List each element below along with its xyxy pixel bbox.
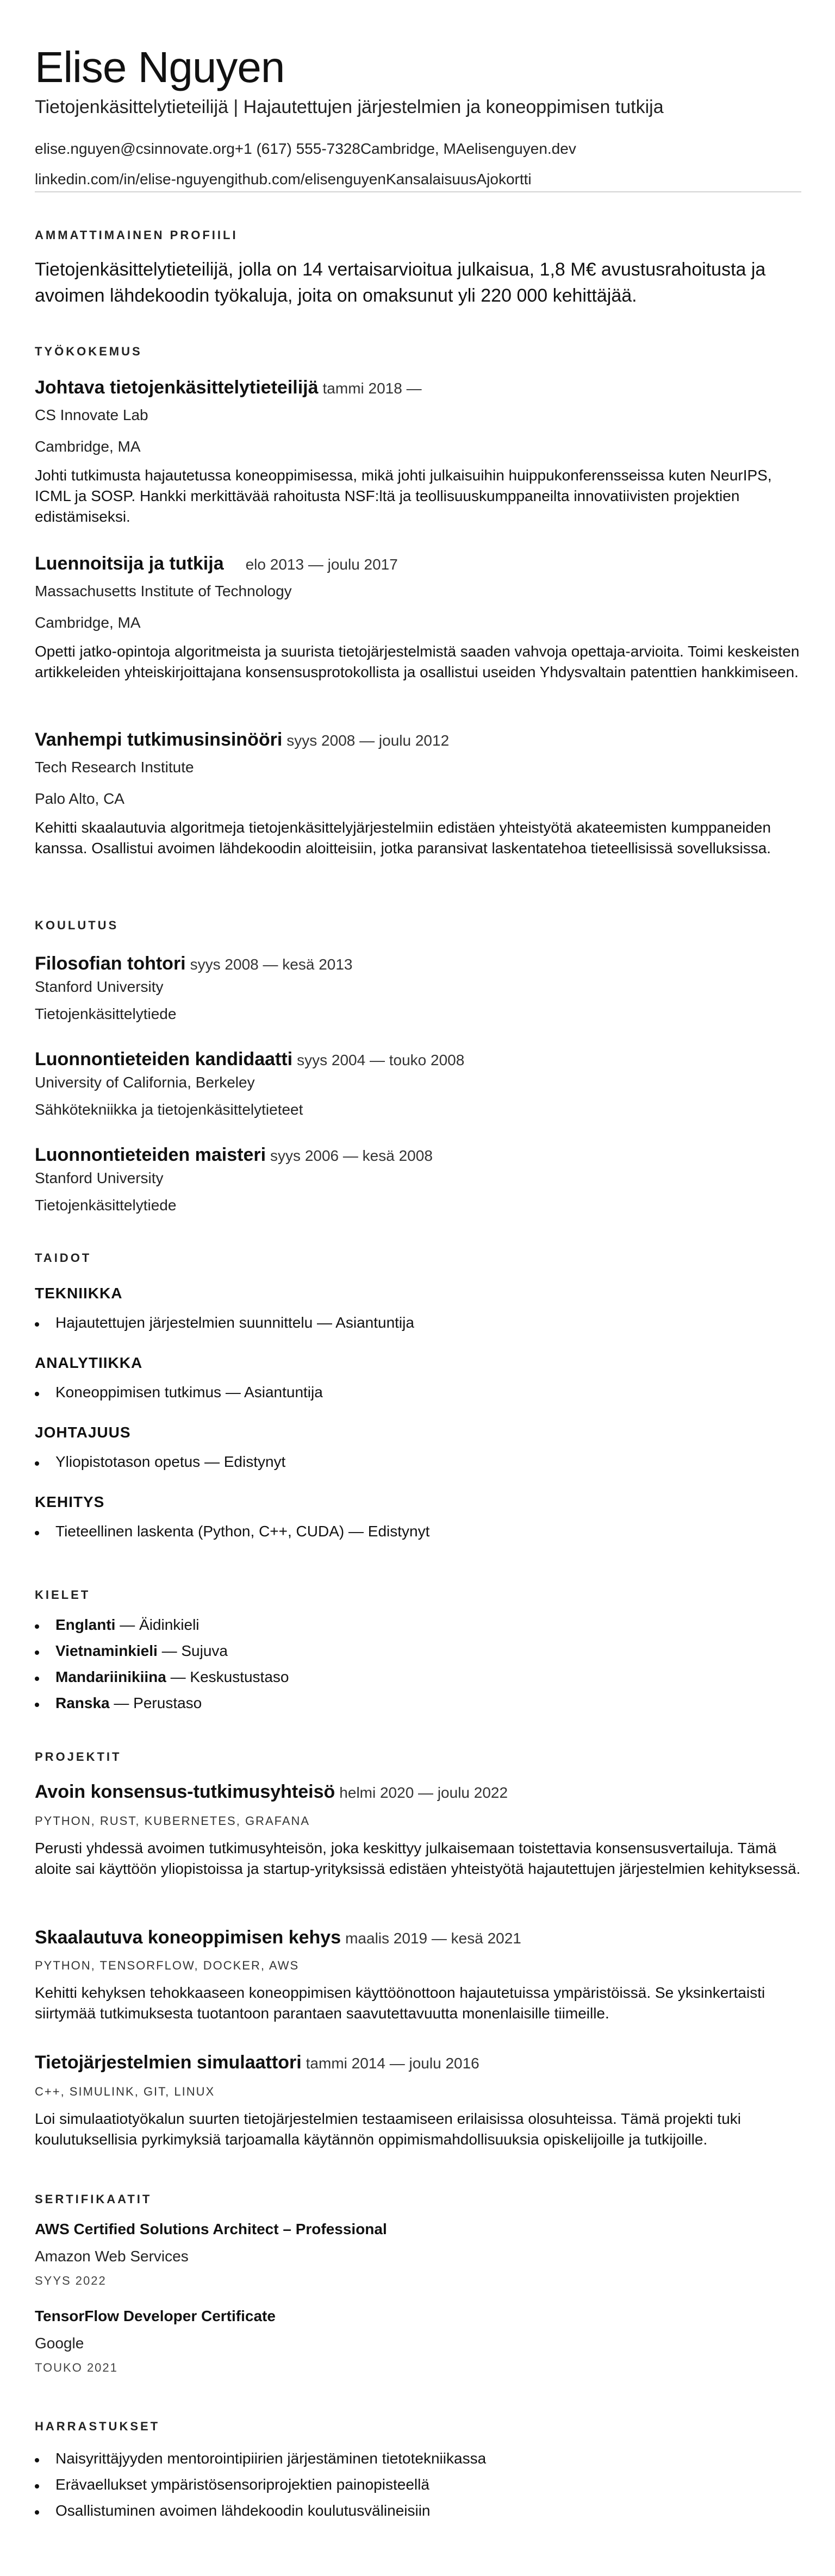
project-date: tammi 2014 — joulu 2016	[306, 2055, 479, 2072]
language-level: — Keskustustaso	[166, 1668, 289, 1685]
language-item	[55, 1642, 228, 1660]
experience-item	[35, 553, 398, 574]
projects-heading: PROJEKTIT	[35, 1750, 122, 1764]
job-description: Opetti jatko-opintoja algoritmeista ja suurista tietojärjestelmistä saaden vahvoja opettaja-arvioita. Toimi keskeisten artikkeleiden yhteiskirjoittajana konsensusprotokollista ja osallistui useiden Yhdysvaltain patenttien hankkimiseen.	[35, 643, 800, 680]
candidate-name: Elise Nguyen	[35, 43, 285, 91]
degree-date: syys 2004 — touko 2008	[297, 1052, 465, 1068]
project-name: Avoin konsensus-tutkimusyhteisö	[35, 1781, 335, 1802]
hobbies-heading: HARRASTUKSET	[35, 2419, 160, 2433]
degree-school: Stanford University	[35, 978, 164, 995]
degree-title: Filosofian tohtori	[35, 953, 186, 974]
project-item	[35, 1927, 521, 1948]
job-description: Johti tutkimusta hajautetussa koneoppimisessa, mikä johti julkaisuihin huippukonferensseissa kuten NeurIPS, ICML ja SOSP. Hankki merkittävää rahoitusta NSF:ltä ja teollisuuskumppaneilta innovatiivisten projektien edistämiseksi.	[35, 467, 772, 525]
header-divider	[35, 191, 801, 192]
language-name: Ranska	[55, 1695, 110, 1711]
project-tech: PYTHON, TENSORFLOW, DOCKER, AWS	[35, 1959, 300, 1972]
contact-line-1[interactable]: elise.nguyen@csinnovate.org+1 (617) 555-7328Cambridge, MAelisenguyen.dev	[35, 140, 576, 157]
profile-heading: AMMATTIMAINEN PROFIILI	[35, 228, 238, 242]
project-item	[35, 2052, 479, 2073]
job-location: Cambridge, MA	[35, 614, 141, 631]
experience-item	[35, 377, 422, 398]
hobby-item: Erävaellukset ympäristösensoriprojektien painopisteellä	[55, 2476, 429, 2493]
cert-name: TensorFlow Developer Certificate	[35, 2308, 276, 2324]
project-tech: C++, SIMULINK, GIT, LINUX	[35, 2085, 215, 2098]
education-item	[35, 1049, 464, 1070]
degree-field: Tietojenkäsittelytiede	[35, 1197, 177, 1214]
language-name: Englanti	[55, 1616, 116, 1633]
skill-item: Tieteellinen laskenta (Python, C++, CUDA) — Edistynyt	[55, 1523, 430, 1540]
job-date: tammi 2018 —	[322, 380, 422, 397]
degree-title: Luonnontieteiden kandidaatti	[35, 1049, 293, 1070]
profile-text: Tietojenkäsittelytieteilijä, jolla on 14 vertaisarvioitua julkaisua, 1,8 M€ avustusrahoitusta ja avoimen lähdekoodin työkaluja, joita on omaksunut yli 220 000 kehittäjää.	[35, 259, 766, 306]
skill-item: Koneoppimisen tutkimus — Asiantuntija	[55, 1384, 323, 1400]
project-description: Kehitti kehyksen tehokkaaseen koneoppimisen käyttöönottoon hajautetuissa ympäristöissä. Se yksinkertaisti siirtymää tutkimuksesta tuotantoon parantaen saavutettavuutta monenlaisille tiimeille.	[35, 1984, 765, 2022]
job-date: elo 2013 — joulu 2017	[245, 556, 398, 573]
education-item	[35, 1145, 433, 1166]
degree-title: Luonnontieteiden maisteri	[35, 1145, 266, 1165]
job-location: Palo Alto, CA	[35, 790, 124, 807]
skill-group-title: KEHITYS	[35, 1493, 105, 1510]
project-item	[35, 1781, 508, 1803]
education-item	[35, 953, 352, 974]
cert-issuer: Google	[35, 2335, 84, 2352]
project-date: helmi 2020 — joulu 2022	[339, 1784, 508, 1801]
job-title: Luennoitsija ja tutkija	[35, 553, 224, 574]
language-name: Mandariinikiina	[55, 1668, 166, 1685]
cert-date: TOUKO 2021	[35, 2361, 118, 2374]
degree-field: Tietojenkäsittelytiede	[35, 1005, 177, 1022]
certifications-heading: SERTIFIKAATIT	[35, 2192, 152, 2206]
language-level: — Perustaso	[109, 1695, 202, 1711]
project-date: maalis 2019 — kesä 2021	[345, 1930, 521, 1947]
languages-heading: KIELET	[35, 1588, 91, 1602]
skill-item: Hajautettujen järjestelmien suunnittelu — Asiantuntija	[55, 1314, 414, 1331]
project-name: Skaalautuva koneoppimisen kehys	[35, 1927, 341, 1948]
experience-heading: TYÖKOKEMUS	[35, 345, 142, 358]
project-name: Tietojärjestelmien simulaattori	[35, 2052, 302, 2073]
hobby-item: Osallistuminen avoimen lähdekoodin koulutusvälineisiin	[55, 2502, 431, 2519]
degree-field: Sähkötekniikka ja tietojenkäsittelytieteet	[35, 1101, 303, 1118]
skill-group-title: TEKNIIKKA	[35, 1285, 123, 1302]
skill-group-title: JOHTAJUUS	[35, 1424, 131, 1441]
skill-item: Yliopistotason opetus — Edistynyt	[55, 1453, 286, 1470]
cert-issuer: Amazon Web Services	[35, 2248, 189, 2265]
language-level: — Sujuva	[157, 1642, 228, 1659]
experience-item	[35, 729, 449, 751]
job-description: Kehitti skaalautuvia algoritmeja tietojenkäsittelyjärjestelmiin edistäen yhteistyötä akateemisten kumppaneiden kanssa. Osallistui avoimen lähdekoodin aloitteisiin, jotka paransivat laskentatehoa tieteellisissä sovelluksissa.	[35, 819, 771, 856]
job-company: Tech Research Institute	[35, 759, 194, 776]
degree-date: syys 2006 — kesä 2008	[270, 1147, 433, 1164]
project-tech: PYTHON, RUST, KUBERNETES, GRAFANA	[35, 1814, 310, 1828]
job-company: Massachusetts Institute of Technology	[35, 583, 292, 599]
skills-heading: TAIDOT	[35, 1251, 92, 1265]
job-title: Johtava tietojenkäsittelytieteilijä	[35, 377, 319, 398]
language-level: — Äidinkieli	[115, 1616, 200, 1633]
job-company: CS Innovate Lab	[35, 407, 148, 423]
language-item	[55, 1616, 200, 1634]
project-description: Perusti yhdessä avoimen tutkimusyhteisön, joka keskittyy julkaisemaan toistettavia konsensusvertailuja. Tämä aloite sai käyttöön yliopistoissa ja startup-yrityksissä edistäen yhteistyötä hajautettujen järjestelmien kehityksessä.	[35, 1840, 801, 1877]
degree-school: University of California, Berkeley	[35, 1074, 255, 1091]
language-item	[55, 1668, 289, 1686]
job-location: Cambridge, MA	[35, 438, 141, 455]
language-name: Vietnaminkieli	[55, 1642, 158, 1659]
job-title: Vanhempi tutkimusinsinööri	[35, 729, 283, 750]
hobby-item: Naisyrittäjyyden mentorointipiirien järjestäminen tietotekniikassa	[55, 2450, 487, 2467]
cert-name: AWS Certified Solutions Architect – Professional	[35, 2221, 387, 2237]
candidate-title: Tietojenkäsittelytieteilijä | Hajautettujen järjestelmien ja koneoppimisen tutkija	[35, 97, 664, 117]
project-description: Loi simulaatiotyökalun suurten tietojärjestelmien testaamiseen erilaisissa olosuhteissa. Tämä projekti tuki koulutuksellisia pyrkimyksiä tarjoamalla käytännön oppimismahdollisuuksia opiskelijoille ja tutkijoille.	[35, 2110, 741, 2148]
education-heading: KOULUTUS	[35, 918, 119, 932]
degree-date: syys 2008 — kesä 2013	[190, 956, 353, 973]
cert-date: SYYS 2022	[35, 2274, 107, 2287]
job-date: syys 2008 — joulu 2012	[286, 732, 450, 749]
language-item	[55, 1695, 202, 1712]
contact-line-2[interactable]: linkedin.com/in/elise-nguyengithub.com/elisenguyenKansalaisuusAjokortti	[35, 171, 532, 187]
skill-group-title: ANALYTIIKKA	[35, 1354, 143, 1371]
degree-school: Stanford University	[35, 1170, 164, 1186]
